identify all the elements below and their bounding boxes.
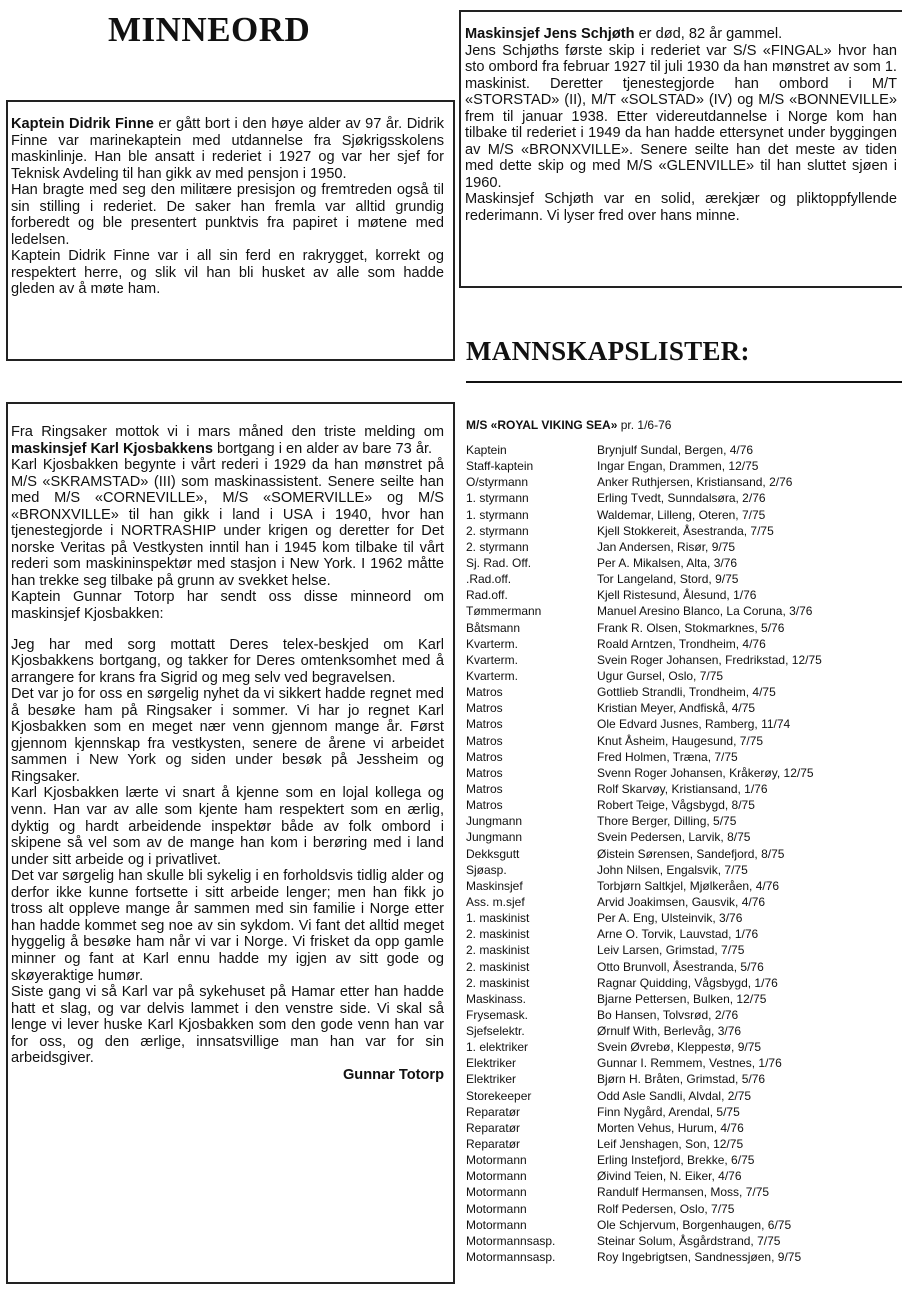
crew-position: Rad.off. <box>466 588 508 603</box>
crew-member: Roald Arntzen, Trondheim, 4/76 <box>597 636 766 651</box>
crew-member: Waldemar, Lilleng, Oteren, 7/75 <box>597 507 766 522</box>
crew-row <box>466 894 906 910</box>
kjos-paragraph-4: Jeg har med sorg mottatt Deres telex-beskjed om Karl Kjosbakkens bortgang, og takker for Deres omtenksomhet med å arrangere for krans fra Sigrid og meg selv ved begravelsen. <box>11 636 444 686</box>
crew-position: Matros <box>466 798 503 813</box>
schjoth-p1-text: er død, 82 år gammel. <box>634 26 783 42</box>
crew-row <box>466 1007 906 1023</box>
crew-member: Odd Asle Sandli, Alvdal, 2/75 <box>597 1088 752 1103</box>
crew-position: Reparatør <box>466 1137 521 1152</box>
kjos-paragraph-5: Det var jo for oss en sørgelig nyhet da vi sikkert hadde regnet med å besøke ham på Ringsaker i sommer. Vi har jo regnet Karl Kjosbakken som en meget nær venn gjennom mange år. Først gjennom kjennskap fra vestkysten, senere de årene vi arbeidet sammen i New York og siden under besøk på Jessheim og Ringsaker. <box>11 686 444 785</box>
crew-position: Motormannsasp. <box>466 1250 556 1265</box>
crew-member: Svenn Roger Johansen, Kråkerøy, 12/75 <box>597 765 814 780</box>
crew-row <box>466 523 906 539</box>
crew-row <box>466 620 906 636</box>
paragraph-gap <box>11 623 444 637</box>
crew-position: Motormann <box>466 1169 527 1184</box>
crew-position: 2. maskinist <box>466 959 530 974</box>
crew-member: Gottlieb Strandli, Trondheim, 4/75 <box>597 685 776 700</box>
kjos-p1-a: Fra Ringsaker mottok vi i mars måned den triste melding om <box>11 424 444 440</box>
crew-row <box>466 1071 906 1087</box>
crew-position: Elektriker <box>466 1072 517 1087</box>
crew-position: Ass. m.sjef <box>466 894 525 909</box>
crew-row <box>466 555 906 571</box>
kjos-paragraph-7: Det var sørgelig han skulle bli sykelig i en forholdsvis tidlig alder og derfor ikke kunne fortsette i sitt arbeide lenger; men han fikk jo tross alt oppleve mange år sammen med sin familie i Norge etter han hadde kommet seg noe av sin sykdom. Vi fant det alltid meget hyggelig å besøke ham når vi var i Norge. Vi frisket da opp gamle minner og fant at Karl ennu hadde my igjen av sitt gode og skøyeraktige humør. <box>11 868 444 984</box>
crew-row <box>466 781 906 797</box>
crew-row <box>466 684 906 700</box>
kjos-name: maskinsjef Karl Kjosbakkens <box>11 440 213 457</box>
crew-row <box>466 749 906 765</box>
kjos-paragraph-8: Siste gang vi så Karl var på sykehuset på Hamar etter han hadde hatt et slag, og var delvis lammet i den venstre side. Vi skal så lenge vi lever huske Karl Kjosbakken som den gode venn han var for oss, og den ærlige, innsatsvillige man han var for sin arbeidsgiver. <box>11 984 444 1067</box>
crew-member: Kristian Meyer, Andfiskå, 4/75 <box>597 701 756 716</box>
crew-list-header <box>466 418 671 432</box>
crew-position: Motormann <box>466 1185 527 1200</box>
crew-member: Arne O. Torvik, Lauvstad, 1/76 <box>597 927 759 942</box>
kjos-paragraph-3: Kaptein Gunnar Totorp har sendt oss disse minneord om maskinsjef Kjosbakken: <box>11 589 444 623</box>
schjoth-paragraph-2: Jens Schjøths første skip i rederiet var S/S «FINGAL» hvor han sto ombord fra februar 1927 til juli 1930 da han mønstret av som 1. maskinist. Deretter tjenestegjorde han ombord i M/T «STORSTAD» (II), M/T «SOLSTAD» (IV) og M/S «BONNEVILLE» frem til januar 1938. Etter videreutdannelse i Norge kom han tilbake til rederiet i 1949 da han hadde ettersynet under byggingen av M/S «BRONXVILLE». Senere seilte han det meste av tiden med dette skip og med M/S «GLENVILLE» til han sluttet sjøen i 1960. <box>465 42 897 191</box>
finne-paragraph-3: Kaptein Didrik Finne var i all sin ferd en rakrygget, korrekt og respektert herre, og slik vil han bli husket av alle som hadde gleden av å møte ham. <box>11 248 444 298</box>
crew-row <box>466 1023 906 1039</box>
crew-member: Rolf Skarvøy, Kristiansand, 1/76 <box>597 781 768 796</box>
crew-position: Dekksgutt <box>466 846 520 861</box>
mannskap-title-rule <box>466 381 902 383</box>
crew-position: Sjefselektr. <box>466 1024 525 1039</box>
crew-row <box>466 991 906 1007</box>
crew-row <box>466 490 906 506</box>
crew-position: Motormann <box>466 1153 527 1168</box>
crew-row <box>466 507 906 523</box>
crew-member: Ragnar Quidding, Vågsbygd, 1/76 <box>597 975 778 990</box>
ship-name: M/S «ROYAL VIKING SEA» <box>466 418 618 432</box>
crew-row <box>466 571 906 587</box>
crew-position: Maskinsjef <box>466 878 523 893</box>
crew-member: Per A. Eng, Ulsteinvik, 3/76 <box>597 911 743 926</box>
crew-row <box>466 733 906 749</box>
crew-row <box>466 1088 906 1104</box>
crew-member: Steinar Solum, Åsgårdstrand, 7/75 <box>597 1233 781 1248</box>
crew-member: Roy Ingebrigtsen, Sandnessjøen, 9/75 <box>597 1250 802 1265</box>
crew-member: Per A. Mikalsen, Alta, 3/76 <box>597 555 738 570</box>
crew-position: 2. styrmann <box>466 539 529 554</box>
crew-position: Elektriker <box>466 1056 517 1071</box>
schjoth-name: Maskinsjef Jens Schjøth <box>465 26 635 42</box>
crew-position: Storekeeper <box>466 1088 532 1103</box>
crew-member: Kjell Ristesund, Ålesund, 1/76 <box>597 588 757 603</box>
crew-member: Fred Holmen, Træna, 7/75 <box>597 749 738 764</box>
crew-position: Sjøasp. <box>466 862 507 877</box>
crew-member: Ingar Engan, Drammen, 12/75 <box>597 459 759 474</box>
crew-member: Svein Øvrebø, Kleppestø, 9/75 <box>597 1040 762 1055</box>
crew-row <box>466 587 906 603</box>
crew-member: Ole Edvard Jusnes, Ramberg, 11/74 <box>597 717 791 732</box>
crew-position: Matros <box>466 781 503 796</box>
crew-member: Randulf Hermansen, Moss, 7/75 <box>597 1185 770 1200</box>
obituary-text-finne <box>11 116 444 298</box>
crew-row <box>466 1120 906 1136</box>
crew-member: Rolf Pedersen, Oslo, 7/75 <box>597 1201 735 1216</box>
crew-row <box>466 668 906 684</box>
crew-member: Bo Hansen, Tolvsrød, 2/76 <box>597 1007 739 1022</box>
obituary-text-schjoth <box>465 26 897 225</box>
crew-position: Matros <box>466 717 503 732</box>
crew-row <box>466 765 906 781</box>
crew-member: Arvid Joakimsen, Gausvik, 4/76 <box>597 894 766 909</box>
crew-row <box>466 442 906 458</box>
crew-row <box>466 1184 906 1200</box>
crew-row <box>466 1201 906 1217</box>
crew-row <box>466 1055 906 1071</box>
crew-member: Leiv Larsen, Grimstad, 7/75 <box>597 943 745 958</box>
crew-member: Gunnar I. Remmem, Vestnes, 1/76 <box>597 1056 782 1071</box>
crew-position: Reparatør <box>466 1104 521 1119</box>
finne-name: Kaptein Didrik Finne <box>11 116 154 132</box>
crew-row <box>466 652 906 668</box>
crew-position: Jungmann <box>466 814 523 829</box>
crew-member: Tor Langeland, Stord, 9/75 <box>597 572 739 587</box>
crew-position: Staff-kaptein <box>466 459 534 474</box>
crew-position: Matros <box>466 685 503 700</box>
crew-member: Øivind Teien, N. Eiker, 4/76 <box>597 1169 742 1184</box>
crew-position: 2. maskinist <box>466 975 530 990</box>
crew-member: Thore Berger, Dilling, 5/75 <box>597 814 737 829</box>
crew-position: Matros <box>466 749 503 764</box>
crew-row <box>466 636 906 652</box>
crew-row <box>466 797 906 813</box>
crew-row <box>466 1039 906 1055</box>
crew-position: 1. styrmann <box>466 507 529 522</box>
crew-member: Ugur Gursel, Oslo, 7/75 <box>597 668 724 683</box>
crew-member: Svein Pedersen, Larvik, 8/75 <box>597 830 751 845</box>
kjos-p1-b: bortgang i en alder av bare 73 år. <box>217 440 433 457</box>
crew-row <box>466 1104 906 1120</box>
crew-row <box>466 959 906 975</box>
crew-position: Reparatør <box>466 1120 521 1135</box>
crew-member: Anker Ruthjersen, Kristiansand, 2/76 <box>597 475 793 490</box>
crew-member: Erling Tvedt, Sunndalsøra, 2/76 <box>597 491 766 506</box>
crew-row <box>466 1233 906 1249</box>
page-title-minneord: MINNEORD <box>108 10 311 49</box>
schjoth-paragraph-1 <box>465 26 897 43</box>
kjos-paragraph-6: Karl Kjosbakken lærte vi snart å kjenne som en lojal kollega og venn. Han var av alle som kjente ham respektert som en ærlig, dyktig og hardt arbeidende inspektør både av folk ombord i skipene så vel som av de mange han kom i berøring med i land under sitt arbeide og i privatlivet. <box>11 785 444 868</box>
crew-position: 2. styrmann <box>466 523 529 538</box>
schjoth-paragraph-3: Maskinsjef Schjøth var en solid, ærekjær og pliktoppfyllende rederimann. Vi lyser fred over hans minne. <box>465 191 897 225</box>
crew-member: Leif Jenshagen, Son, 12/75 <box>597 1137 744 1152</box>
crew-row <box>466 474 906 490</box>
finne-paragraph-2: Han bragte med seg den militære presisjon og fremtreden også til sin stilling i rederiet. De saker han fremla var alltid grundig forberedt og ble presentert punktvis fra papiret i møtene med ledelsen. <box>11 182 444 248</box>
crew-row <box>466 829 906 845</box>
crew-member: Frank R. Olsen, Stokmarknes, 5/76 <box>597 620 785 635</box>
crew-row <box>466 1217 906 1233</box>
crew-position: 1. maskinist <box>466 911 530 926</box>
crew-list-date: pr. 1/6-76 <box>620 418 672 432</box>
crew-member: Svein Roger Johansen, Fredrikstad, 12/75 <box>597 652 822 667</box>
crew-position: 2. maskinist <box>466 943 530 958</box>
crew-row <box>466 1168 906 1184</box>
section-title-mannskapslister: MANNSKAPSLISTER: <box>466 336 750 366</box>
crew-member: Erling Instefjord, Brekke, 6/75 <box>597 1153 755 1168</box>
crew-position: Sj. Rad. Off. <box>466 555 532 570</box>
crew-position: Motormann <box>466 1217 527 1232</box>
crew-row <box>466 910 906 926</box>
crew-row <box>466 1249 906 1265</box>
crew-position: .Rad.off. <box>466 572 512 587</box>
kjos-paragraph-2: Karl Kjosbakken begynte i vårt rederi i 1929 da han mønstret på M/S «SKRAMSTAD» (III) som maskinassistent. Senere seilte han med M/S «CORNEVILLE», M/S «SOMERVILLE» og M/S «BRONXVILLE» til han gikk i land i USA i 1940, hvor han tjenestegjorde i NORTRASHIP under krigen og deretter for Det norske Veritas på Vestkysten inntil han i 1945 kom tilbake til vårt rederi som maskininspektør med stasjon i New York. I 1962 måtte han trekke seg tilbake på grunn av svekket helse. <box>11 457 444 589</box>
crew-position: O/styrmann <box>466 475 529 490</box>
crew-position: Matros <box>466 701 503 716</box>
crew-row <box>466 1136 906 1152</box>
crew-member: Brynjulf Sundal, Bergen, 4/76 <box>597 443 754 457</box>
crew-position: Tømmermann <box>466 604 542 619</box>
crew-member: Manuel Aresino Blanco, La Coruna, 3/76 <box>597 604 813 619</box>
crew-position: Matros <box>466 733 503 748</box>
crew-position: 1. styrmann <box>466 491 529 506</box>
crew-position: 2. maskinist <box>466 927 530 942</box>
crew-position: Motormannsasp. <box>466 1233 556 1248</box>
crew-position: Matros <box>466 765 503 780</box>
finne-paragraph-1 <box>11 116 444 182</box>
kjos-paragraph-1 <box>11 424 444 457</box>
signature-totorp: Gunnar Totorp <box>342 1066 444 1083</box>
crew-row <box>466 975 906 991</box>
crew-position: Frysemask. <box>466 1007 529 1022</box>
crew-row <box>466 862 906 878</box>
crew-member: Morten Vehus, Hurum, 4/76 <box>597 1120 744 1135</box>
crew-member: Robert Teige, Vågsbygd, 8/75 <box>597 798 755 813</box>
crew-member: Torbjørn Saltkjel, Mjølkeråen, 4/76 <box>597 878 780 893</box>
crew-position: 1. elektriker <box>466 1040 529 1055</box>
crew-member: Ørnulf With, Berlevåg, 3/76 <box>597 1024 742 1039</box>
crew-member: Kjell Stokkereit, Åsestranda, 7/75 <box>597 523 774 538</box>
crew-row <box>466 1152 906 1168</box>
crew-member: Bjarne Pettersen, Bulken, 12/75 <box>597 991 767 1006</box>
crew-position: Jungmann <box>466 830 523 845</box>
crew-position: Maskinass. <box>466 991 527 1006</box>
crew-member: Finn Nygård, Arendal, 5/75 <box>597 1104 740 1119</box>
crew-row <box>466 539 906 555</box>
crew-row <box>466 716 906 732</box>
crew-row <box>466 926 906 942</box>
crew-row <box>466 700 906 716</box>
crew-position: Kaptein <box>466 443 507 457</box>
crew-row <box>466 846 906 862</box>
crew-position: Kvarterm. <box>466 636 519 651</box>
crew-position: Kvarterm. <box>466 652 519 667</box>
crew-member: Øistein Sørensen, Sandefjord, 8/75 <box>597 846 785 861</box>
crew-member: John Nilsen, Engalsvik, 7/75 <box>597 862 748 877</box>
crew-row <box>466 813 906 829</box>
crew-row <box>466 942 906 958</box>
crew-member: Ole Schjervum, Borgenhaugen, 6/75 <box>597 1217 792 1232</box>
crew-row <box>466 878 906 894</box>
crew-row <box>466 603 906 619</box>
crew-list <box>466 442 906 1265</box>
obituary-text-kjosbakken <box>11 424 444 1083</box>
crew-member: Knut Åsheim, Haugesund, 7/75 <box>597 733 764 748</box>
crew-member: Jan Andersen, Risør, 9/75 <box>597 539 736 554</box>
crew-position: Kvarterm. <box>466 668 519 683</box>
finne-p1-text: er gått bort i den høye alder av 97 år. Didrik Finne var marinekaptein med utdannelse fra Sjøkrigsskolens maskinlinje. Han ble ansatt i rederiet i 1927 og var her sjef for Teknisk Avdeling til han gikk av med pensjon i 1950. <box>11 116 444 182</box>
crew-member: Otto Brunvoll, Åsestranda, 5/76 <box>597 959 764 974</box>
crew-position: Båtsmann <box>466 620 521 635</box>
crew-member: Bjørn H. Bråten, Grimstad, 5/76 <box>597 1072 766 1087</box>
crew-row <box>466 458 906 474</box>
crew-position: Motormann <box>466 1201 527 1216</box>
